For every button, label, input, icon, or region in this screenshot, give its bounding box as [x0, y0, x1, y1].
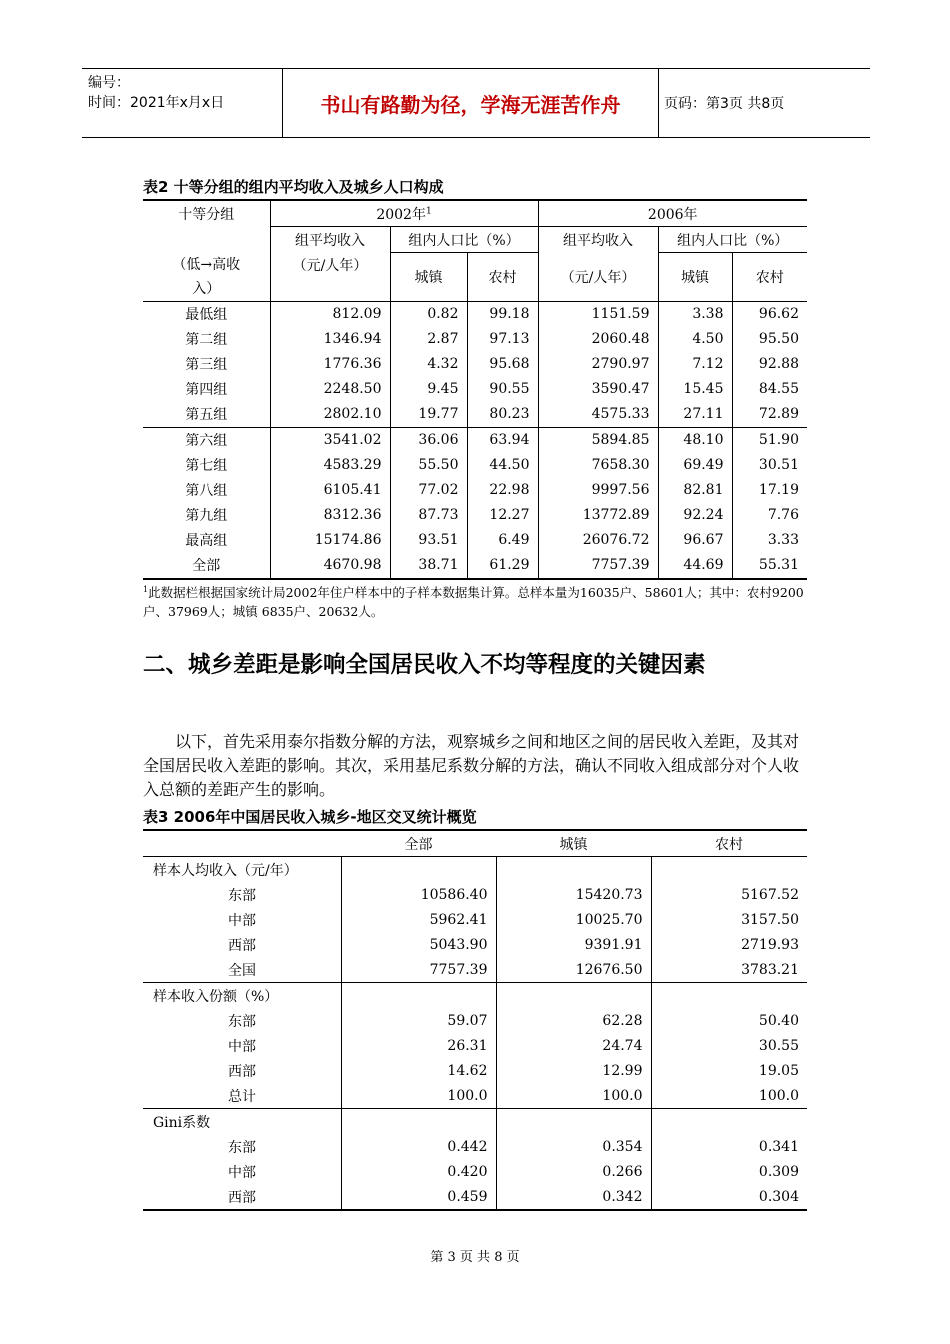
table3-cell: 15420.73 [496, 882, 651, 907]
table2-cell: 3.33 [732, 528, 807, 553]
table2-cell: 1151.59 [538, 301, 658, 327]
table3-section-title: 样本人均收入（元/年） [153, 862, 298, 879]
table2-row-label: 第九组 [185, 508, 228, 524]
footnote-mark: 1 [143, 585, 149, 594]
table2-row-label: 第六组 [143, 427, 270, 453]
table2-row-label: 全部 [143, 553, 270, 579]
table2-cell: 30.51 [732, 453, 807, 478]
table2-cell: 2060.48 [538, 327, 658, 352]
table2-cell: 44.69 [658, 553, 732, 579]
table2-cell: 2790.97 [538, 352, 658, 377]
table2-cell: 4.50 [658, 327, 732, 352]
table2-caption: 表2 十等分组的组内平均收入及城乡人口构成 [143, 178, 444, 196]
table2-cell: 7.12 [658, 352, 732, 377]
table2-cell: 96.62 [732, 301, 807, 327]
table3-cell: 5962.41 [341, 907, 496, 932]
table2-year-2002: 2002年$^1$ [270, 200, 538, 227]
table-row [143, 932, 807, 957]
table3-row-label: 东部 [228, 887, 256, 904]
table2-cell: 15174.86 [270, 528, 390, 553]
table2-cell: 1776.36 [270, 352, 390, 377]
table3-cell: 100.0 [496, 1083, 651, 1109]
table3-cell: 62.28 [496, 1008, 651, 1033]
table2-cell: 3.38 [658, 301, 732, 327]
section-heading: 二、城乡差距是影响全国居民收入不均等程度的关键因素 [143, 652, 706, 678]
header-motto: 书山有路勤为径，学海无涯苦作舟 [282, 69, 659, 137]
table2-cell: 72.89 [732, 402, 807, 428]
table3-cell: 0.459 [341, 1184, 496, 1210]
table3-empty-cell [496, 1109, 651, 1135]
table3-row-label: 西部 [228, 937, 256, 954]
table3-empty-cell [651, 857, 807, 883]
table3-section-row [143, 1109, 807, 1135]
table2-cell: 15.45 [658, 377, 732, 402]
table2-rural-b: 农村 [732, 253, 807, 302]
table2-urban-b: 城镇 [658, 253, 732, 302]
table2-cell: 69.49 [658, 453, 732, 478]
table3-cell: 2719.93 [651, 932, 807, 957]
table2-cell: 87.73 [390, 503, 467, 528]
table2-cell: 7658.30 [538, 453, 658, 478]
table2-pop-ratio-b: 组内人口比（%） [658, 227, 807, 253]
table-row [143, 377, 807, 402]
table2-cell: 4575.33 [538, 402, 658, 428]
table3-caption: 表3 2006年中国居民收入城乡-地区交叉统计概览 [143, 808, 477, 826]
header-meta [82, 69, 282, 141]
table3-row-label: 东部 [228, 1013, 256, 1030]
table2-row-label: 第八组 [185, 483, 228, 499]
table-row [143, 327, 807, 352]
table2-urban-a: 城镇 [390, 253, 467, 302]
table3-col-all: 全部 [341, 830, 496, 857]
table2-cell: 55.31 [732, 553, 807, 579]
table3-cell: 100.0 [341, 1083, 496, 1109]
table2-cell: 7757.39 [538, 553, 658, 579]
table2-cell: 90.55 [467, 377, 538, 402]
table2-cell: 4.32 [390, 352, 467, 377]
table3-cell: 5043.90 [341, 932, 496, 957]
table3-empty-cell [341, 857, 496, 883]
table-row [143, 402, 807, 428]
table3-cell: 3783.21 [651, 957, 807, 983]
table2-cell: 6105.41 [270, 478, 390, 503]
table2-avg-income-a: 组平均收入 [270, 227, 390, 253]
table3-cell: 19.05 [651, 1058, 807, 1083]
table2-cell: 2802.10 [270, 402, 390, 428]
table3-row-label: 中部 [228, 1038, 256, 1055]
table3-cell: 50.40 [651, 1008, 807, 1033]
table2-cell: 9997.56 [538, 478, 658, 503]
table3-cell: 0.304 [651, 1184, 807, 1210]
table-row [143, 1134, 807, 1159]
table3-row-label: 中部 [228, 912, 256, 929]
table-row [143, 453, 807, 478]
table3-cell: 0.266 [496, 1159, 651, 1184]
header-page-label: 页码：第3页 共8页 [664, 96, 785, 112]
table2-cell: 22.98 [467, 478, 538, 503]
table-row [143, 1159, 807, 1184]
table3 [143, 829, 807, 1211]
table2-cell: 97.13 [467, 327, 538, 352]
table2-cell: 8312.36 [270, 503, 390, 528]
table3-cell: 14.62 [341, 1058, 496, 1083]
table2-row-label: 第七组 [185, 458, 228, 474]
table2-row-label: 第三组 [185, 357, 228, 373]
table3-col-rural: 农村 [651, 830, 807, 857]
section-paragraph: 以下，首先采用泰尔指数分解的方法，观察城乡之间和地区之间的居民收入差距，及其对全国居民收入差距的影响。其次，采用基尼系数分解的方法，确认不同收入组成部分对个人收入总额的差距产生的影响。 [143, 732, 800, 799]
table-row [143, 1058, 807, 1083]
table3-cell: 30.55 [651, 1033, 807, 1058]
table-row [143, 1033, 807, 1058]
table2-cell: 99.18 [467, 301, 538, 327]
table2-cell: 13772.89 [538, 503, 658, 528]
table2-group-sub: （低→高收入） [143, 253, 270, 302]
table3-empty-cell [496, 857, 651, 883]
table3-empty-cell [651, 1109, 807, 1135]
table2-avg-income-b: 组平均收入 [538, 227, 658, 253]
table2-cell: 2.87 [390, 327, 467, 352]
table3-row-label: 中部 [228, 1164, 256, 1181]
table2-cell: 5894.85 [538, 427, 658, 453]
table3-row-label: 总计 [228, 1088, 256, 1105]
table2-cell: 17.19 [732, 478, 807, 503]
table2-unit-a: （元/人年） [270, 253, 390, 302]
table2-year-2006: 2006年 [538, 200, 807, 227]
table3-cell: 10586.40 [341, 882, 496, 907]
table3-section-row [143, 983, 807, 1009]
table2-unit-b: （元/人年） [538, 253, 658, 302]
table3-cell: 3157.50 [651, 907, 807, 932]
table2-cell: 0.82 [390, 301, 467, 327]
table-row [143, 1008, 807, 1033]
table2-cell: 92.88 [732, 352, 807, 377]
table-row [143, 553, 807, 579]
table3-cell: 26.31 [341, 1033, 496, 1058]
table3-cell: 0.309 [651, 1159, 807, 1184]
table2-cell: 93.51 [390, 528, 467, 553]
table2-cell: 19.77 [390, 402, 467, 428]
table3-row-label: 西部 [143, 1184, 341, 1210]
table2-cell: 63.94 [467, 427, 538, 453]
table2-cell: 6.49 [467, 528, 538, 553]
table3-cell: 59.07 [341, 1008, 496, 1033]
table-row [143, 882, 807, 907]
table3-cell: 7757.39 [341, 957, 496, 983]
table3-row-label: 东部 [228, 1139, 256, 1156]
table2-row-label: 第五组 [185, 407, 228, 423]
table2-cell: 9.45 [390, 377, 467, 402]
table2-cell: 26076.72 [538, 528, 658, 553]
page-footer: 第 3 页 共 8 页 [430, 1250, 520, 1265]
table-row [143, 907, 807, 932]
table2-row-label: 第二组 [185, 332, 228, 348]
table2-cell: 55.50 [390, 453, 467, 478]
table-row [143, 1083, 807, 1109]
table3-empty-cell [341, 983, 496, 1009]
table-row [143, 503, 807, 528]
table3-cell: 100.0 [651, 1083, 807, 1109]
table2-cell: 80.23 [467, 402, 538, 428]
table2-cell: 51.90 [732, 427, 807, 453]
table2-cell: 82.81 [658, 478, 732, 503]
table2-group-header: 十等分组 [143, 200, 270, 227]
table3-cell: 0.420 [341, 1159, 496, 1184]
table3-cell: 0.342 [496, 1184, 651, 1210]
doc-code-label: 编号： [88, 75, 130, 91]
table2-cell: 3541.02 [270, 427, 390, 453]
table3-section-row [143, 857, 807, 883]
table2-pop-ratio-a: 组内人口比（%） [390, 227, 538, 253]
table-row [143, 427, 807, 453]
table2-row-label: 第四组 [185, 382, 228, 398]
table3-cell: 0.442 [341, 1134, 496, 1159]
table3-cell: 5167.52 [651, 882, 807, 907]
table2-cell: 7.76 [732, 503, 807, 528]
table2-cell: 4583.29 [270, 453, 390, 478]
page-header [82, 68, 870, 138]
table2-cell: 2248.50 [270, 377, 390, 402]
table3-row-label: 西部 [228, 1063, 256, 1080]
table2-cell: 12.27 [467, 503, 538, 528]
table2-cell: 1346.94 [270, 327, 390, 352]
table2-cell: 96.67 [658, 528, 732, 553]
table2-row-label: 最高组 [185, 533, 228, 549]
table2-cell: 61.29 [467, 553, 538, 579]
table3-cell: 0.341 [651, 1134, 807, 1159]
table2-cell: 812.09 [270, 301, 390, 327]
table3-empty-cell [341, 1109, 496, 1135]
table2-cell: 77.02 [390, 478, 467, 503]
table2 [143, 199, 807, 580]
table3-section-title: Gini系数 [143, 1109, 341, 1135]
table3-section-title: 样本收入份额（%） [143, 983, 341, 1009]
table2-row-label: 最低组 [185, 307, 228, 323]
table2-cell: 44.50 [467, 453, 538, 478]
table3-row-label: 全国 [228, 962, 256, 979]
table-row [143, 957, 807, 983]
table3-col-urban: 城镇 [496, 830, 651, 857]
table3-cell: 9391.91 [496, 932, 651, 957]
table3-empty-cell [496, 983, 651, 1009]
table2-cell: 36.06 [390, 427, 467, 453]
table3-cell: 24.74 [496, 1033, 651, 1058]
table-row [143, 528, 807, 553]
table-row [143, 301, 807, 327]
table2-cell: 95.68 [467, 352, 538, 377]
table2-cell: 4670.98 [270, 553, 390, 579]
table-row [143, 478, 807, 503]
table2-rural-a: 农村 [467, 253, 538, 302]
table2-cell: 38.71 [390, 553, 467, 579]
table3-cell: 12.99 [496, 1058, 651, 1083]
table3-cell: 12676.50 [496, 957, 651, 983]
doc-date-label: 时间：2021年x月x日 [88, 95, 225, 111]
table2-cell: 84.55 [732, 377, 807, 402]
table-row [143, 352, 807, 377]
table3-cell: 10025.70 [496, 907, 651, 932]
table-row [143, 1184, 807, 1210]
table2-cell: 48.10 [658, 427, 732, 453]
table2-cell: 3590.47 [538, 377, 658, 402]
table3-cell: 0.354 [496, 1134, 651, 1159]
table3-empty-cell [651, 983, 807, 1009]
footnote [143, 580, 808, 621]
table2-cell: 95.50 [732, 327, 807, 352]
table2-cell: 92.24 [658, 503, 732, 528]
table2-cell: 27.11 [658, 402, 732, 428]
footnote-text: 此数据栏根据国家统计局2002年住户样本中的子样本数据集计算。总样本量为16035户、58601人；其中：农村9200户、37969人；城镇 6835户、20632人。 [143, 585, 804, 620]
